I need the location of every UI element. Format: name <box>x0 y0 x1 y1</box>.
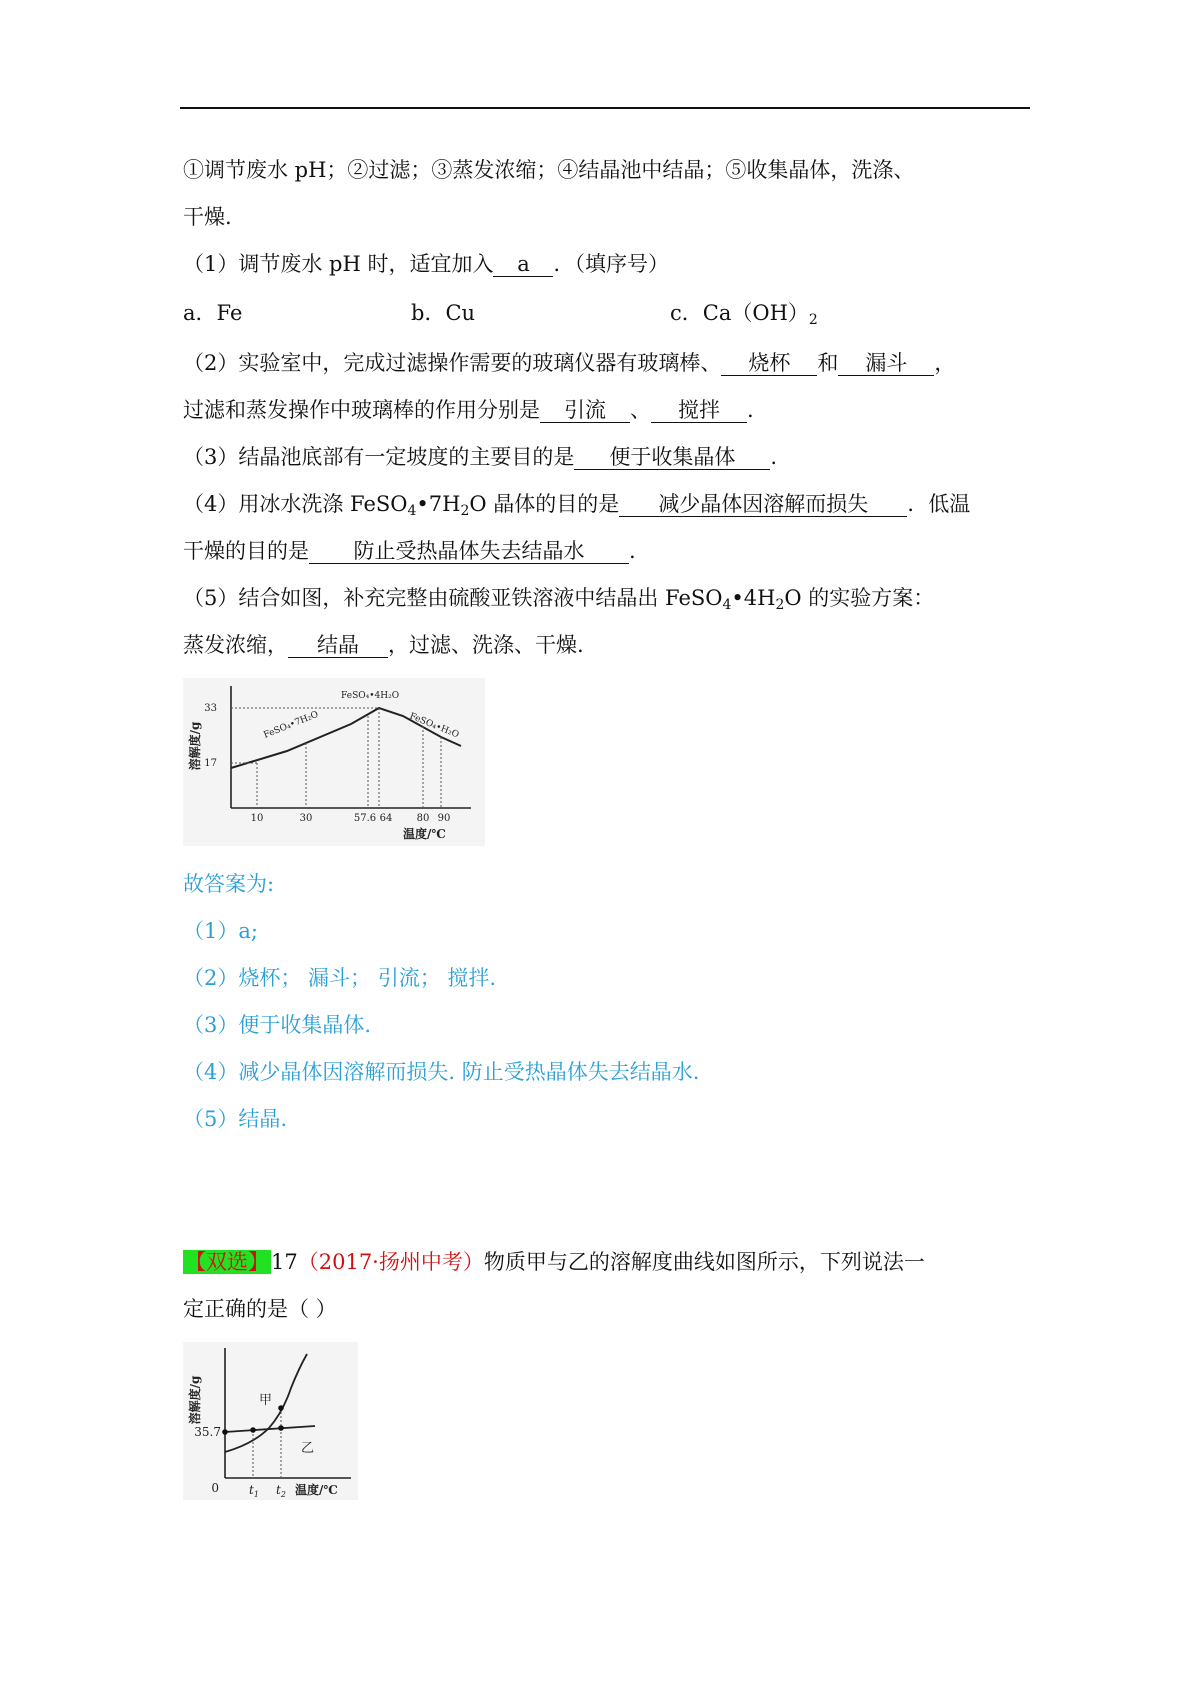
x-tick-t2 <box>276 1483 286 1499</box>
label-jia: 甲 <box>259 1393 273 1408</box>
question-1 <box>183 250 669 278</box>
question-2-line-1 <box>183 349 955 377</box>
q2-comma: ， <box>934 351 956 375</box>
x-tick-80: 80 <box>416 813 430 824</box>
q4-line1-suffix: ．低温 <box>907 492 971 516</box>
figure-feso4-solubility <box>183 678 485 846</box>
origin-label: 0 <box>211 1481 219 1495</box>
q5-line2-suffix: ，过滤、洗涤、干燥. <box>388 633 584 657</box>
x-tick-57-6: 57.6 <box>353 813 377 824</box>
header-rule <box>180 107 1030 109</box>
question-17-line-1 <box>183 1248 925 1276</box>
q4-sub-4: 4 <box>407 503 417 519</box>
answer-4: （4）减少晶体因溶解而损失. 防止受热晶体失去结晶水. <box>183 1060 700 1084</box>
question-3 <box>183 443 777 471</box>
point-jia-t2 <box>278 1405 284 1411</box>
label-tetrahydrate: FeSO₄•4H₂O <box>341 691 400 701</box>
x-axis-label: 温度/℃ <box>403 827 446 841</box>
figure-jia-yi-solubility <box>183 1342 358 1500</box>
q4-period: . <box>629 539 636 563</box>
q3-answer-blank: 便于收集晶体 <box>574 445 770 470</box>
x-tick-10: 10 <box>250 813 264 824</box>
question-4-line-2 <box>183 537 636 565</box>
answer-header: 故答案为: <box>183 872 275 896</box>
q5-line1-suffix: O 的实验方案： <box>784 586 935 610</box>
q5-prefix: （5）结合如图，补充完整由硫酸亚铁溶液中结晶出 FeSO <box>183 586 723 610</box>
answer-1: （1）a; <box>183 919 258 943</box>
question-number: 17 <box>271 1250 298 1274</box>
question-5-line-2 <box>183 631 584 659</box>
option-c <box>670 299 818 327</box>
q1-prefix: （1）调节废水 pH 时，适宜加入 <box>183 252 494 276</box>
q4-formula-mid: •7H <box>416 492 461 516</box>
q5-answer-blank: 结晶 <box>288 633 388 658</box>
y-tick-33: 33 <box>204 703 217 714</box>
q4-sub-2: 2 <box>460 503 470 519</box>
q3-prefix: （3）结晶池底部有一定坡度的主要目的是 <box>183 445 575 469</box>
q2-blank-stirring: 搅拌 <box>651 398 747 423</box>
question-source: （2017·扬州中考） <box>297 1250 484 1274</box>
q2-prefix: （2）实验室中，完成过滤操作需要的玻璃仪器有玻璃棒、 <box>183 351 722 375</box>
label-monohydrate: FeSO₄•H₂O <box>407 711 461 741</box>
x-tick-30: 30 <box>299 813 313 824</box>
q17-text-1: 物质甲与乙的溶解度曲线如图所示，下列说法一 <box>483 1250 925 1274</box>
y-tick-35-7: 35.7 <box>194 1425 221 1439</box>
answer-3: （3）便于收集晶体. <box>183 1013 372 1037</box>
q2-and: 和 <box>817 351 839 375</box>
t1-letter: t <box>249 1483 254 1497</box>
label-heptahydrate: FeSO₄•7H₂O <box>262 709 321 741</box>
q4-line2-prefix: 干燥的目的是 <box>183 539 309 563</box>
q4-blank-1: 减少晶体因溶解而损失 <box>619 492 907 517</box>
question-5-line-1 <box>183 584 934 612</box>
option-c-text: c．Ca（OH） <box>670 301 809 325</box>
q2-line2-prefix: 过滤和蒸发操作中玻璃棒的作用分别是 <box>183 398 540 422</box>
option-a: a．Fe <box>183 301 243 325</box>
q3-period: . <box>770 445 778 469</box>
q4-mid-text: O 晶体的目的是 <box>469 492 620 516</box>
x-axis-label: 温度/℃ <box>295 1483 338 1497</box>
x-tick-64: 64 <box>379 813 393 824</box>
label-yi: 乙 <box>301 1441 315 1456</box>
q4-blank-2: 防止受热晶体失去结晶水 <box>309 539 629 564</box>
q1-suffix: ．（填序号） <box>553 252 669 276</box>
q2-separator: 、 <box>630 398 651 422</box>
q4-prefix: （4）用冰水洗涤 FeSO <box>183 492 408 516</box>
answer-5: （5）结晶. <box>183 1107 288 1131</box>
question-17-line-2: 定正确的是（ ） <box>183 1297 337 1321</box>
q5-sub-2: 2 <box>775 597 785 613</box>
q5-formula-mid: •4H <box>731 586 776 610</box>
double-choice-tag: 【双选】 <box>185 1250 269 1274</box>
x-tick-t1 <box>249 1483 259 1499</box>
q5-line2-prefix: 蒸发浓缩， <box>183 633 288 657</box>
point-intersection <box>250 1427 256 1433</box>
point-yi-t2 <box>278 1425 284 1431</box>
answer-2: （2）烧杯； 漏斗； 引流； 搅拌. <box>183 966 497 990</box>
intro-line-1: ①调节废水 pH；②过滤；③蒸发浓缩；④结晶池中结晶；⑤收集晶体，洗涤、 <box>183 158 915 182</box>
point-yi-origin <box>222 1429 228 1435</box>
jia-yi-curve-svg <box>183 1342 358 1500</box>
q2-period: . <box>747 398 754 422</box>
feso4-curve-svg <box>183 678 485 846</box>
q5-sub-4: 4 <box>722 597 732 613</box>
y-axis-label: 溶解度/g <box>188 1375 202 1425</box>
x-tick-90: 90 <box>437 813 451 824</box>
q2-blank-funnel: 漏斗 <box>838 351 934 376</box>
y-axis-label: 溶解度/g <box>188 721 202 771</box>
question-2-line-2 <box>183 396 754 424</box>
t2-letter: t <box>276 1483 281 1497</box>
y-tick-17: 17 <box>204 758 217 769</box>
t2-subscript: 2 <box>280 1490 286 1499</box>
t1-subscript: 1 <box>253 1490 259 1499</box>
intro-line-2: 干燥. <box>183 205 232 229</box>
option-b: b．Cu <box>411 301 476 325</box>
q2-blank-beaker: 烧杯 <box>721 351 817 376</box>
q2-blank-drainage: 引流 <box>540 398 630 423</box>
q1-options <box>183 299 818 329</box>
question-4-line-1 <box>183 490 970 518</box>
option-c-subscript: 2 <box>808 312 818 328</box>
q1-answer-blank: a <box>493 252 553 277</box>
